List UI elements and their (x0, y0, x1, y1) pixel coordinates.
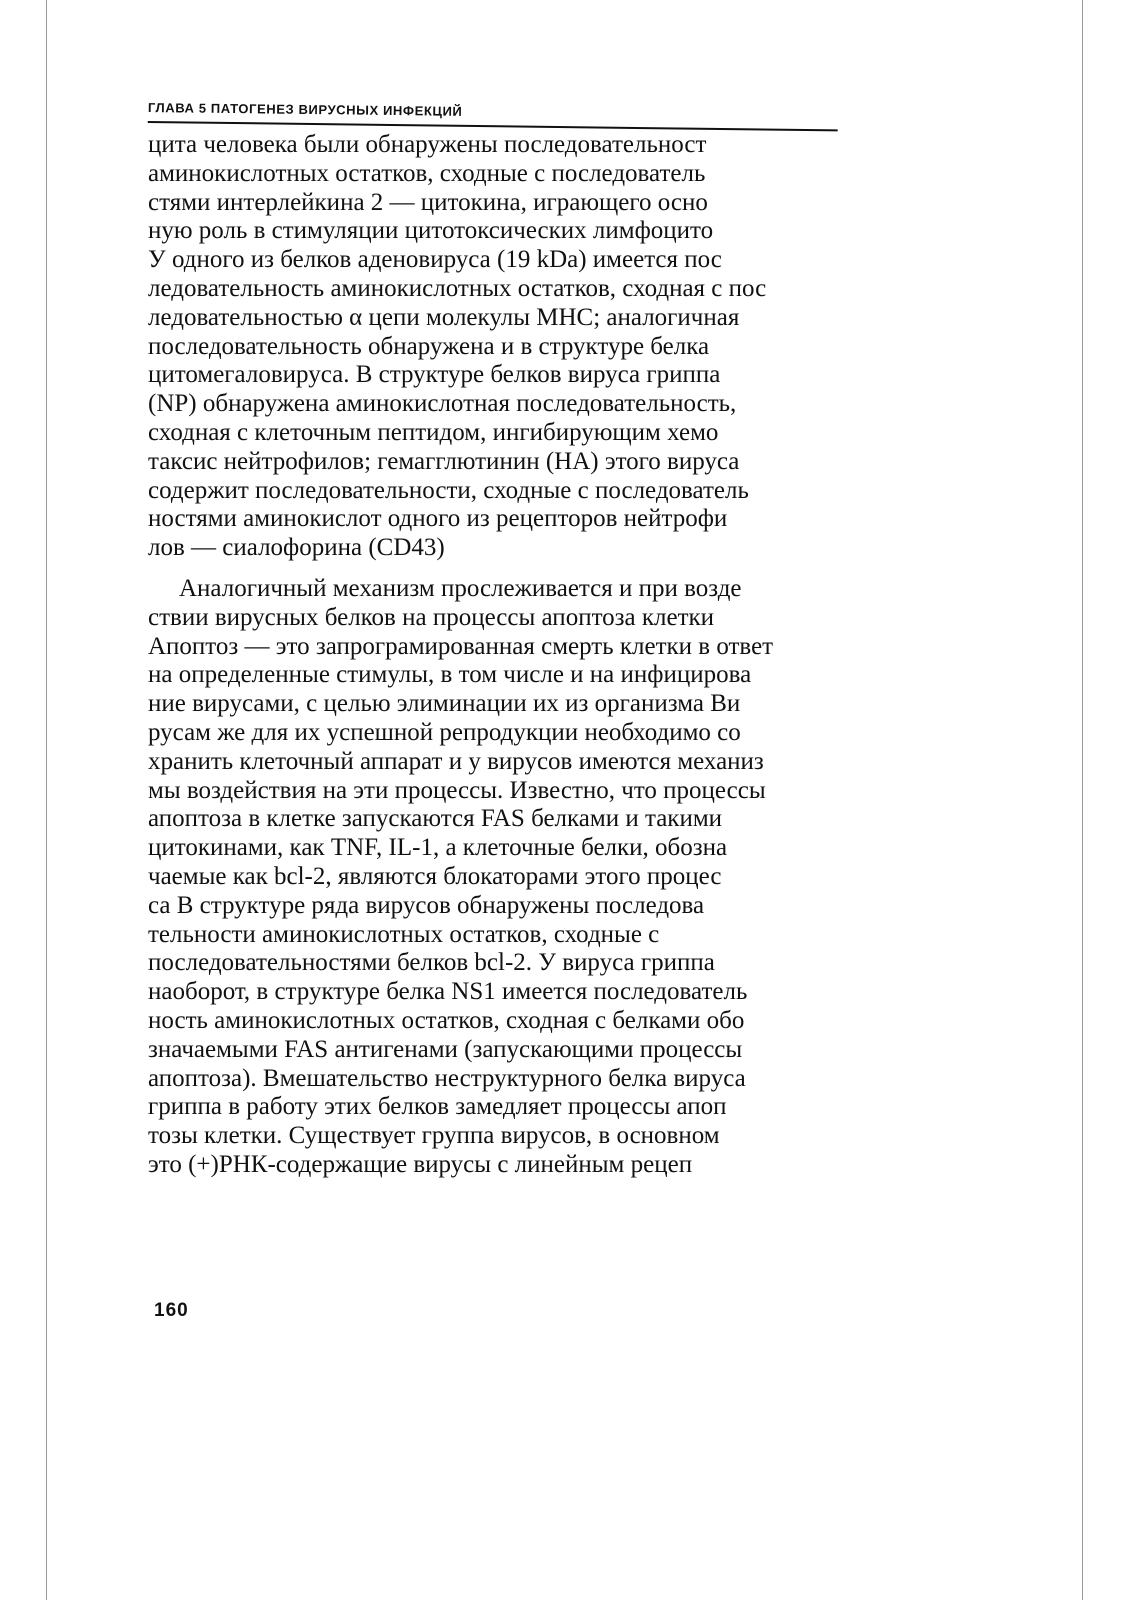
paragraph-2 (148, 575, 836, 1180)
text-line: ние вирусами, с целью элиминации их из организма Ви (148, 690, 741, 718)
text-line: апоптоза в клетке запускаются FAS белками и такими (148, 805, 723, 833)
text-line: это (+)РНК-содержащие вирусы с линейным рецеп (148, 1150, 693, 1178)
text-line: чаемые как bcl-2, являются блокаторами этого процес (148, 862, 722, 890)
scan-border-right (1082, 0, 1083, 1600)
page-number: 160 (154, 1300, 189, 1321)
text-line: мы воздействия на эти процессы. Известно, что процессы (148, 776, 766, 804)
text-line: са В структуре ряда вирусов обнаружены последова (148, 891, 705, 919)
paragraph-1 (148, 131, 836, 563)
text-line: на определенные стимулы, в том числе и на инфицирова (148, 661, 752, 689)
text-line: содержит последовательности, сходные с последователь (148, 476, 749, 504)
text-line: лов — сиалофорина (CD43) (148, 534, 445, 562)
scan-border-left (46, 0, 47, 1600)
book-page (148, 100, 848, 1180)
text-line: ную роль в стимуляции цитотоксических лимфоцито (148, 217, 714, 245)
text-line: последовательностями белков bcl-2. У вируса гриппа (148, 949, 715, 977)
text-line: ностями аминокислот одного из рецепторов нейтрофи (148, 505, 728, 533)
text-line: последовательность обнаружена и в структуре белка (148, 332, 710, 360)
text-line: аминокислотных остатков, сходные с последователь (148, 159, 706, 187)
body-text (148, 131, 836, 1180)
text-line: апоптоза). Вмешательство неструктурного белка вируса (148, 1064, 746, 1092)
text-line: стями интерлейкина 2 — цитокина, играющего осно (148, 188, 708, 216)
text-line: наоборот, в структуре белка NS1 имеется последователь (148, 978, 748, 1006)
text-line: (NP) обнаружена аминокислотная последовательность, (148, 390, 737, 418)
text-line: Апоптоз — это запрограмированная смерть клетки в ответ (148, 632, 774, 660)
text-line: ность аминокислотных остатков, сходная с белками обо (148, 1006, 745, 1034)
paragraph-gap (148, 563, 836, 575)
text-line: ледовательность аминокислотных остатков, сходная с пос (148, 274, 767, 302)
text-line: таксис нейтрофилов; гемагглютинин (НА) этого вируса (148, 447, 740, 475)
text-line: хранить клеточный аппарат и у вирусов имеются механиз (148, 747, 764, 775)
text-line: гриппа в работу этих белков замедляет процессы апоп (148, 1093, 727, 1121)
running-head: ГЛАВА 5 ПАТОГЕНЕЗ ВИРУСНЫХ ИНФЕКЦИЙ (148, 100, 838, 131)
text-line: сходная с клеточным пептидом, ингибирующим хемо (148, 418, 719, 446)
text-line: русам же для их успешной репродукции необходимо со (148, 718, 741, 746)
text-line: цитомегаловируса. В структуре белков вируса гриппа (148, 361, 721, 389)
text-line: значаемыми FAS антигенами (запускающими процессы (148, 1035, 743, 1063)
text-line: Аналогичный механизм прослеживается и при возде (179, 574, 742, 602)
text-line: цитокинами, как TNF, IL-1, а клеточные белки, обозна (148, 834, 728, 862)
text-line: У одного из белков аденовируса (19 kDa) имеется пос (148, 246, 722, 274)
text-line: тельности аминокислотных остатков, сходные с (148, 920, 660, 948)
text-line: тозы клетки. Существует группа вирусов, в основном (148, 1122, 720, 1150)
text-line: цита человека были обнаружены последовательност (148, 131, 707, 158)
text-line: ствии вирусных белков на процессы апоптоза клетки (148, 603, 715, 631)
text-line: ледовательностью α цепи молекулы MHC; аналогичная (148, 303, 740, 331)
